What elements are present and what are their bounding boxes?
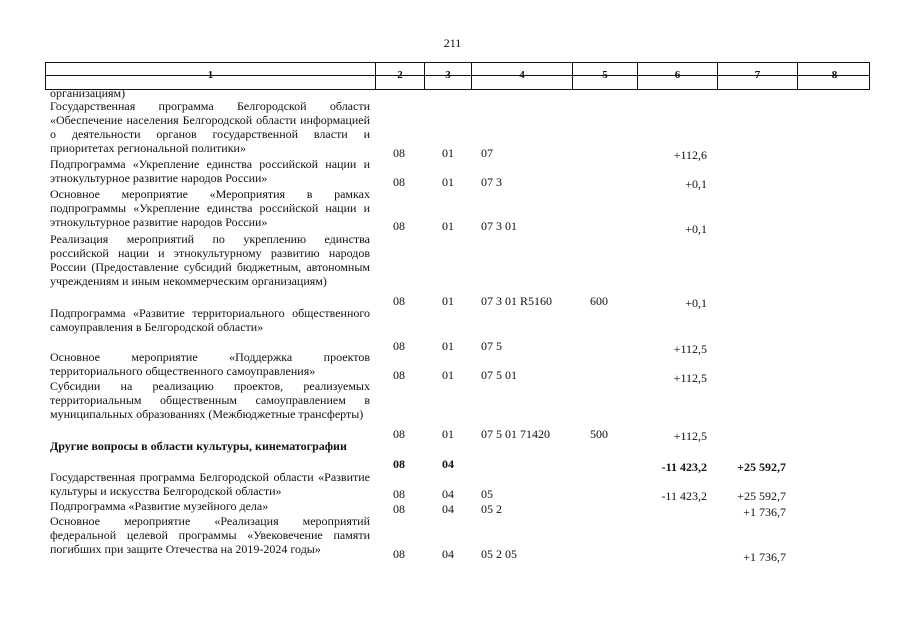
row-target-code: 07 3	[481, 175, 502, 189]
row-subsection: 01	[442, 427, 454, 441]
row-section: 08	[393, 487, 405, 501]
row-section: 08	[393, 219, 405, 233]
row-amount-2: +25 592,7	[737, 460, 786, 474]
row-amount-1: +112,5	[673, 342, 707, 356]
row-description: Основное мероприятие «Реализация мероприятий федеральной целевой программы «Увековечение памяти погибших при защите Отечества на 2019-2024 годы»	[50, 514, 370, 556]
row-target-code: 07 3 01	[481, 219, 517, 233]
header-col-7: 7	[718, 63, 798, 89]
row-amount-1: +0,1	[685, 296, 707, 310]
page-number: 211	[443, 36, 462, 50]
row-expense-type: 500	[590, 427, 608, 441]
row-subsection: 01	[442, 175, 454, 189]
row-description: Подпрограмма «Развитие музейного дела»	[50, 499, 269, 513]
header-col-6: 6	[638, 63, 718, 89]
row-subsection: 01	[442, 368, 454, 382]
row-target-code: 07 5 01 71420	[481, 427, 550, 441]
row-section: 08	[393, 175, 405, 189]
row-subsection: 04	[442, 457, 454, 471]
row-description: Основное мероприятие «Мероприятия в рамках подпрограммы «Укрепление единства российской нации и этнокультурное развитие народов России»	[50, 187, 370, 229]
row-amount-1: -11 423,2	[661, 489, 707, 503]
row-target-code: 07 5	[481, 339, 502, 353]
row-target-code: 07 3 01 R5160	[481, 294, 553, 308]
row-description: Другие вопросы в области культуры, кинематографии	[50, 439, 347, 453]
row-description: Субсидии на реализацию проектов, реализуемых территориальным общественным самоуправлением в муниципальных образованиях (Межбюджетные трансферты)	[50, 379, 370, 421]
row-description: Государственная программа Белгородской области «Развитие культуры и искусства Белгородской области»	[50, 470, 370, 498]
row-subsection: 04	[442, 502, 454, 516]
row-amount-1: +112,5	[673, 371, 707, 385]
row-section: 08	[393, 547, 405, 561]
row-subsection: 01	[442, 339, 454, 353]
row-subsection: 04	[442, 487, 454, 501]
row-description: Реализация мероприятий по укреплению единства российской нации и этнокультурному развитию народов России (Предоставление субсидий бюджетным, автономным учреждениям и иным некоммерческим организациям)	[50, 232, 370, 288]
header-col-8: 8	[831, 69, 838, 81]
row-section: 08	[393, 427, 405, 441]
row-section: 08	[393, 457, 405, 471]
row-amount-1: +112,6	[673, 148, 707, 162]
row-section: 08	[393, 502, 405, 516]
row-section: 08	[393, 339, 405, 353]
row-subsection: 01	[442, 146, 454, 160]
row-expense-type: 600	[590, 294, 608, 308]
row-subsection: 04	[442, 547, 454, 561]
row-target-code: 07 5 01	[481, 368, 517, 382]
header-col-5: 5	[573, 63, 638, 89]
row-description: Подпрограмма «Укрепление единства российской нации и этнокультурное развитие народов России»	[50, 157, 370, 185]
row-amount-1: +0,1	[685, 222, 707, 236]
header-col-4: 4	[472, 63, 573, 89]
row-target-code: 05	[481, 487, 493, 501]
row-amount-2: +25 592,7	[737, 489, 786, 503]
row-subsection: 01	[442, 219, 454, 233]
row-section: 08	[393, 294, 405, 308]
row-amount-2: +1 736,7	[743, 550, 786, 564]
row-subsection: 01	[442, 294, 454, 308]
header-col-1: 1	[46, 63, 376, 89]
row-description: Основное мероприятие «Поддержка проектов территориального общественного самоуправления»	[50, 350, 370, 378]
row-amount-1: -11 423,2	[661, 460, 707, 474]
row-target-code: 05 2 05	[481, 547, 517, 561]
row-amount-1: +0,1	[685, 177, 707, 191]
row-description: Подпрограмма «Развитие территориального общественного самоуправления в Белгородской области»	[50, 306, 370, 334]
row-description: Государственная программа Белгородской области «Обеспечение населения Белгородской области информацией о деятельности органов государственной власти и приоритетах региональной политики»	[50, 99, 370, 155]
row-description: организациям)	[50, 86, 126, 100]
row-target-code: 07	[481, 146, 493, 160]
header-col-2: 2	[376, 63, 425, 89]
row-target-code: 05 2	[481, 502, 502, 516]
row-section: 08	[393, 368, 405, 382]
header-col-3: 3	[425, 63, 472, 89]
row-amount-1: +112,5	[673, 429, 707, 443]
row-section: 08	[393, 146, 405, 160]
row-amount-2: +1 736,7	[743, 505, 786, 519]
